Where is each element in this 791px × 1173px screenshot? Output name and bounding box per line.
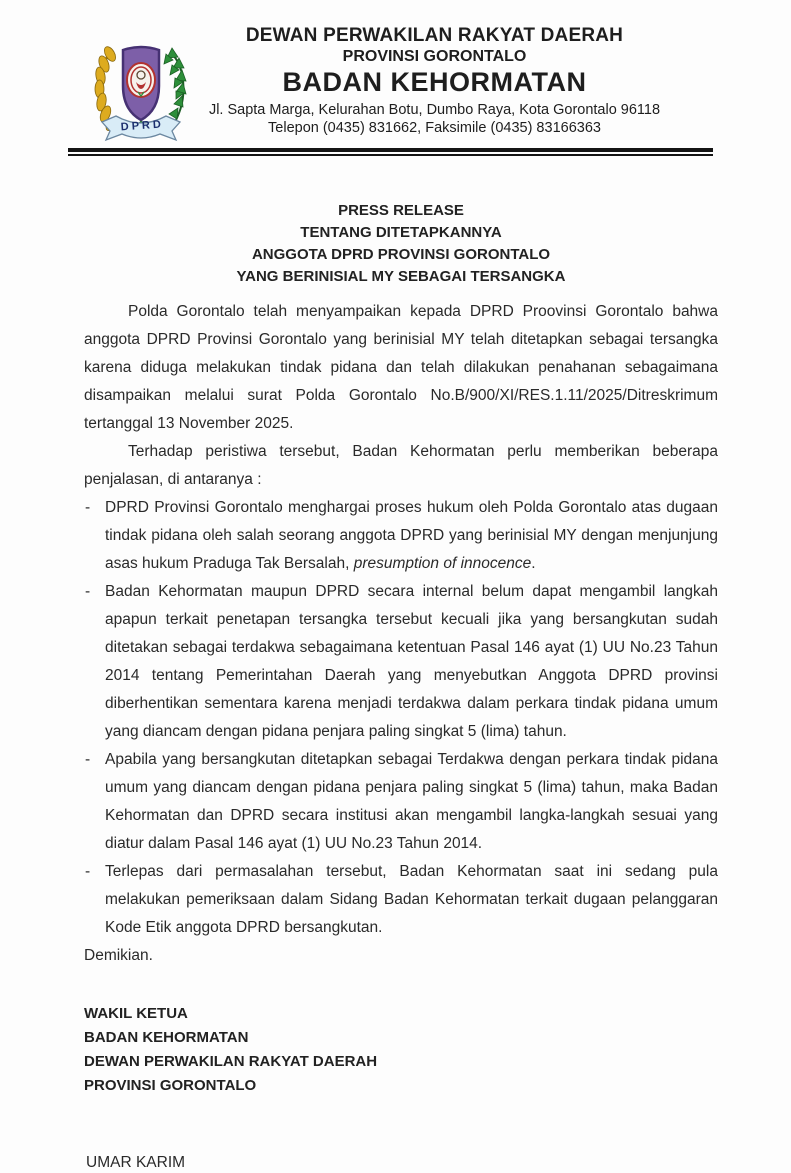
shield (123, 47, 159, 120)
closing-line: Demikian. (84, 947, 153, 964)
list-item-text: DPRD Provinsi Gorontalo menghargai proses hukum oleh Polda Gorontalo atas dugaan tindak pidana oleh salah seorang anggota DPRD yang berinisial MY dengan menjunjung asas hukum Praduga Tak Bersalah, (105, 499, 718, 572)
org-name-line1: DEWAN PERWAKILAN RAKYAT DAERAH (245, 25, 624, 46)
divider-thin-line (68, 154, 713, 156)
list-item-text: Badan Kehormatan maupun DPRD secara internal belum dapat mengambil langkah apapun terkait penetapan tersangka tersebut kecuali jika yang bersangkutan sudah ditetakan sebagai terdakwa sebagaimana ketentuan Pasal 146 ayat (1) UU No.23 Tahun 2014 tentang Pemerintahan Daerah yang menyebutkan Anggota DPRD provinsi diberhentikan sementara karena menjadi terdakwa dalam perkara tindak pidana umum yang diancam dengan pidana penjara paling singkat 5 (lima) tahun. (105, 583, 718, 740)
signatory-name: UMAR KARIM (86, 1154, 186, 1171)
signature-title-line1: WAKIL KETUA (84, 1005, 188, 1022)
list-item-text: Apabila yang bersangkutan ditetapkan sebagai Terdakwa dengan perkara tindak pidana umum yang diancam dengan pidana penjara paling singkat 5 (lima) tahun, maka Badan Kehormatan dan DPRD secara institusi akan mengambil langka-langkah sesuai yang diatur dalam Pasal 146 ayat (1) UU No.23 Tahun 2014. (105, 751, 718, 852)
org-phone: Telepon (0435) 831662, Faksimile (0435) 83166363 (268, 120, 601, 136)
title-line-3: ANGGOTA DPRD PROVINSI GORONTALO (251, 246, 551, 263)
signature-title-line4: PROVINSI GORONTALO (84, 1077, 257, 1094)
title-line-1: PRESS RELEASE (338, 202, 464, 219)
list-item-2 (84, 578, 718, 746)
list-item-3 (84, 746, 718, 858)
title-line-4: YANG BERINISIAL MY SEBAGAI TERSANGKA (236, 268, 566, 285)
ribbon-banner (102, 116, 180, 140)
list-item-1 (84, 494, 718, 578)
list-item-4 (84, 858, 718, 942)
dprd-gorontalo-logo (86, 34, 196, 148)
paragraph-2: Terhadap peristiwa tersebut, Badan Kehormatan perlu memberikan beberapa penjalasan, di antaranya : (84, 443, 718, 488)
document-body (84, 298, 718, 970)
title-line-2: TENTANG DITETAPKANNYA (300, 224, 502, 241)
org-address: Jl. Sapta Marga, Kelurahan Botu, Dumbo Raya, Kota Gorontalo 96118 (208, 102, 661, 118)
bullet-dash: - (85, 499, 91, 516)
bullet-dash: - (85, 751, 91, 768)
dprd-emblem-icon (86, 34, 196, 148)
list-item-suffix: . (531, 555, 536, 572)
org-name-line2: PROVINSI GORONTALO (342, 48, 527, 65)
banner-text: D P R D (120, 118, 162, 134)
letterhead (0, 0, 791, 156)
letterhead-divider (68, 148, 713, 156)
signature-block (84, 1002, 791, 1098)
signature-title-line3: DEWAN PERWAKILAN RAKYAT DAERAH (84, 1053, 378, 1070)
bullet-dash: - (85, 583, 91, 600)
divider-thick-line (68, 148, 713, 152)
paragraph-1: Polda Gorontalo telah menyampaikan kepada DPRD Proovinsi Gorontalo bahwa anggota DPRD Provinsi Gorontalo yang berinisial MY telah ditetapkan sebagai tersangka karena diduga melakukan tindak pidana dan telah dilakukan penahanan sebagaimana disampaikan melalui surat Polda Gorontalo No.B/900/XI/RES.1.11/2025/Ditreskrimum tertanggal 13 November 2025. (84, 303, 718, 432)
list-item-text: Terlepas dari permasalahan tersebut, Badan Kehormatan saat ini sedang pula melakukan pemeriksaan dalam Sidang Badan Kehormatan terkait dugaan pelanggaran Kode Etik anggota DPRD bersangkutan. (105, 863, 718, 936)
letterhead-text (162, 24, 707, 137)
signature-title-line2: BADAN KEHORMATAN (84, 1029, 249, 1046)
bullet-dash: - (85, 863, 91, 880)
list-item-italic: presumption of innocence (353, 555, 532, 572)
document-title (84, 200, 718, 288)
org-unit-name: BADAN KEHORMATAN (282, 67, 587, 97)
